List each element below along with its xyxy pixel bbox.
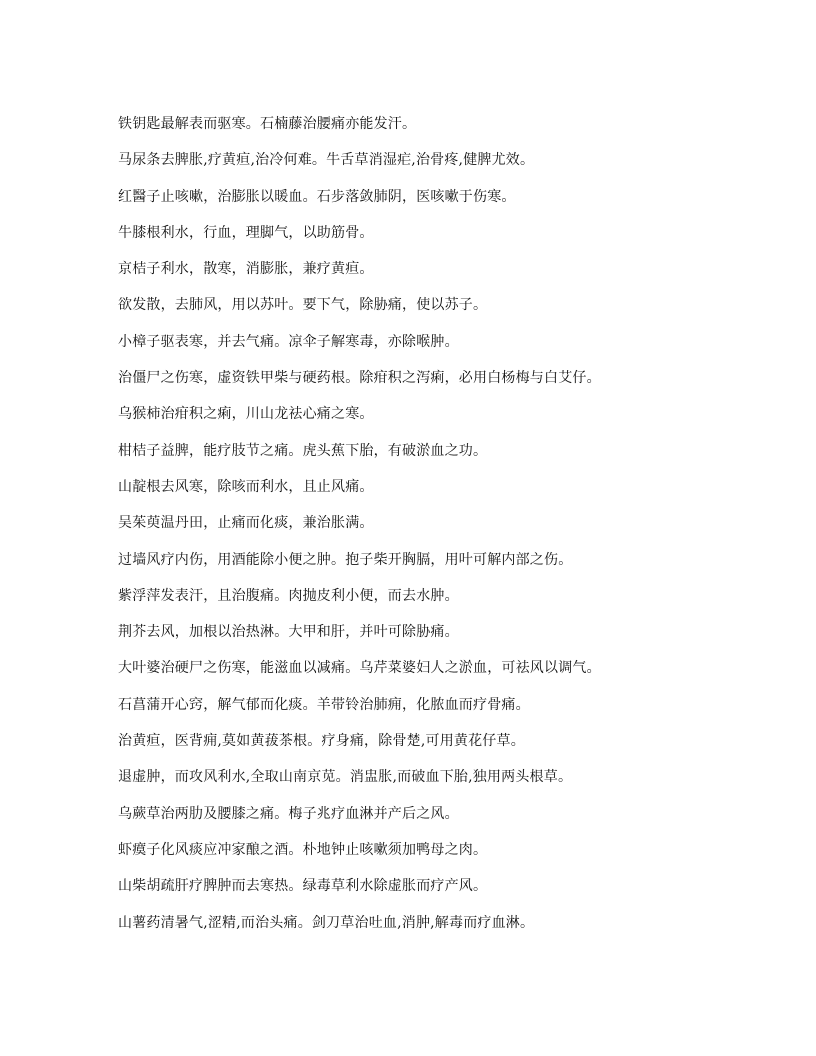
text-line: 小樟子驱表寒，并去气痛。凉伞子解寒毒，亦除喉肿。 [118,333,459,350]
text-line: 铁钥匙最解表而驱寒。石楠藤治腰痛亦能发汗。 [118,116,417,132]
text-line: 山薯药清暑气,涩精,而治头痛。剑刀草治吐血,消肿,解毒而疗血淋。 [118,914,535,931]
text-line: 牛膝根利水，行血，理脚气，以助筋骨。 [118,224,374,241]
text-line: 荆芥去风，加根以治热淋。大甲和肝，并叶可除胁痛。 [118,624,459,641]
text-line: 欲发散，去肺风，用以苏叶。要下气，除胁痛，使以苏子。 [118,297,488,314]
text-line: 石菖蒲开心窍，解气郁而化痰。羊带铃治肺痈，化脓血而疗骨痛。 [118,696,530,713]
text-line: 马尿条去脾胀,疗黄疸,治冷何难。牛舌草消湿疟,治骨疼,健脾尤效。 [118,152,535,169]
text-line: 紫浮萍发表汗，且治腹痛。肉抛皮利小便，而去水肿。 [118,587,459,604]
text-line: 乌猴柿治疳积之痢，川山龙祛心痛之寒。 [118,406,374,423]
text-line: 大叶婆治硬尸之伤寒，能滋血以减痛。乌芹菜婆妇人之淤血，可祛风以调气。 [118,660,601,677]
text-line: 过墙风疗内伤，用酒能除小便之肿。抱子柴开胸膈，用叶可解内部之伤。 [118,551,573,568]
text-line: 山靛根去风寒，除咳而利水，且止风痛。 [118,478,374,495]
text-line: 虾瘼子化风痰应冲家酿之酒。朴地钟止咳嗽须加鸭母之肉。 [118,841,488,858]
text-line: 治僵尸之伤寒，虚资铁甲柴与硬药根。除疳积之泻痢，必用白杨梅与白艾仔。 [118,370,601,387]
text-line: 山柴胡疏肝疗脾肿而去寒热。绿毒草利水除虚胀而疗产风。 [118,878,488,895]
text-line: 乌蕨草治两肋及腰膝之痛。梅子兆疗血淋并产后之风。 [118,805,459,822]
text-body [118,112,758,947]
text-line: 退虚肿，而攻风利水,全取山南京苋。消盅胀,而破血下胎,独用两头根草。 [118,769,573,786]
text-line: 柑桔子益脾，能疗肢节之痛。虎头蕉下胎，有破淤血之功。 [118,442,488,459]
text-line: 治黄疸，医背痈,莫如黄菝茶根。疗身痛，除骨楚,可用黄花仔草。 [118,733,525,750]
text-line: 吴茱萸温丹田，止痛而化痰，兼治胀满。 [118,515,374,532]
text-line: 京桔子利水，散寒，消膨胀，兼疗黄疸。 [118,261,374,278]
text-line: 红醫子止咳嗽，治膨胀以暖血。石步落敛肺阴，医咳嗽于伤寒。 [118,188,516,205]
